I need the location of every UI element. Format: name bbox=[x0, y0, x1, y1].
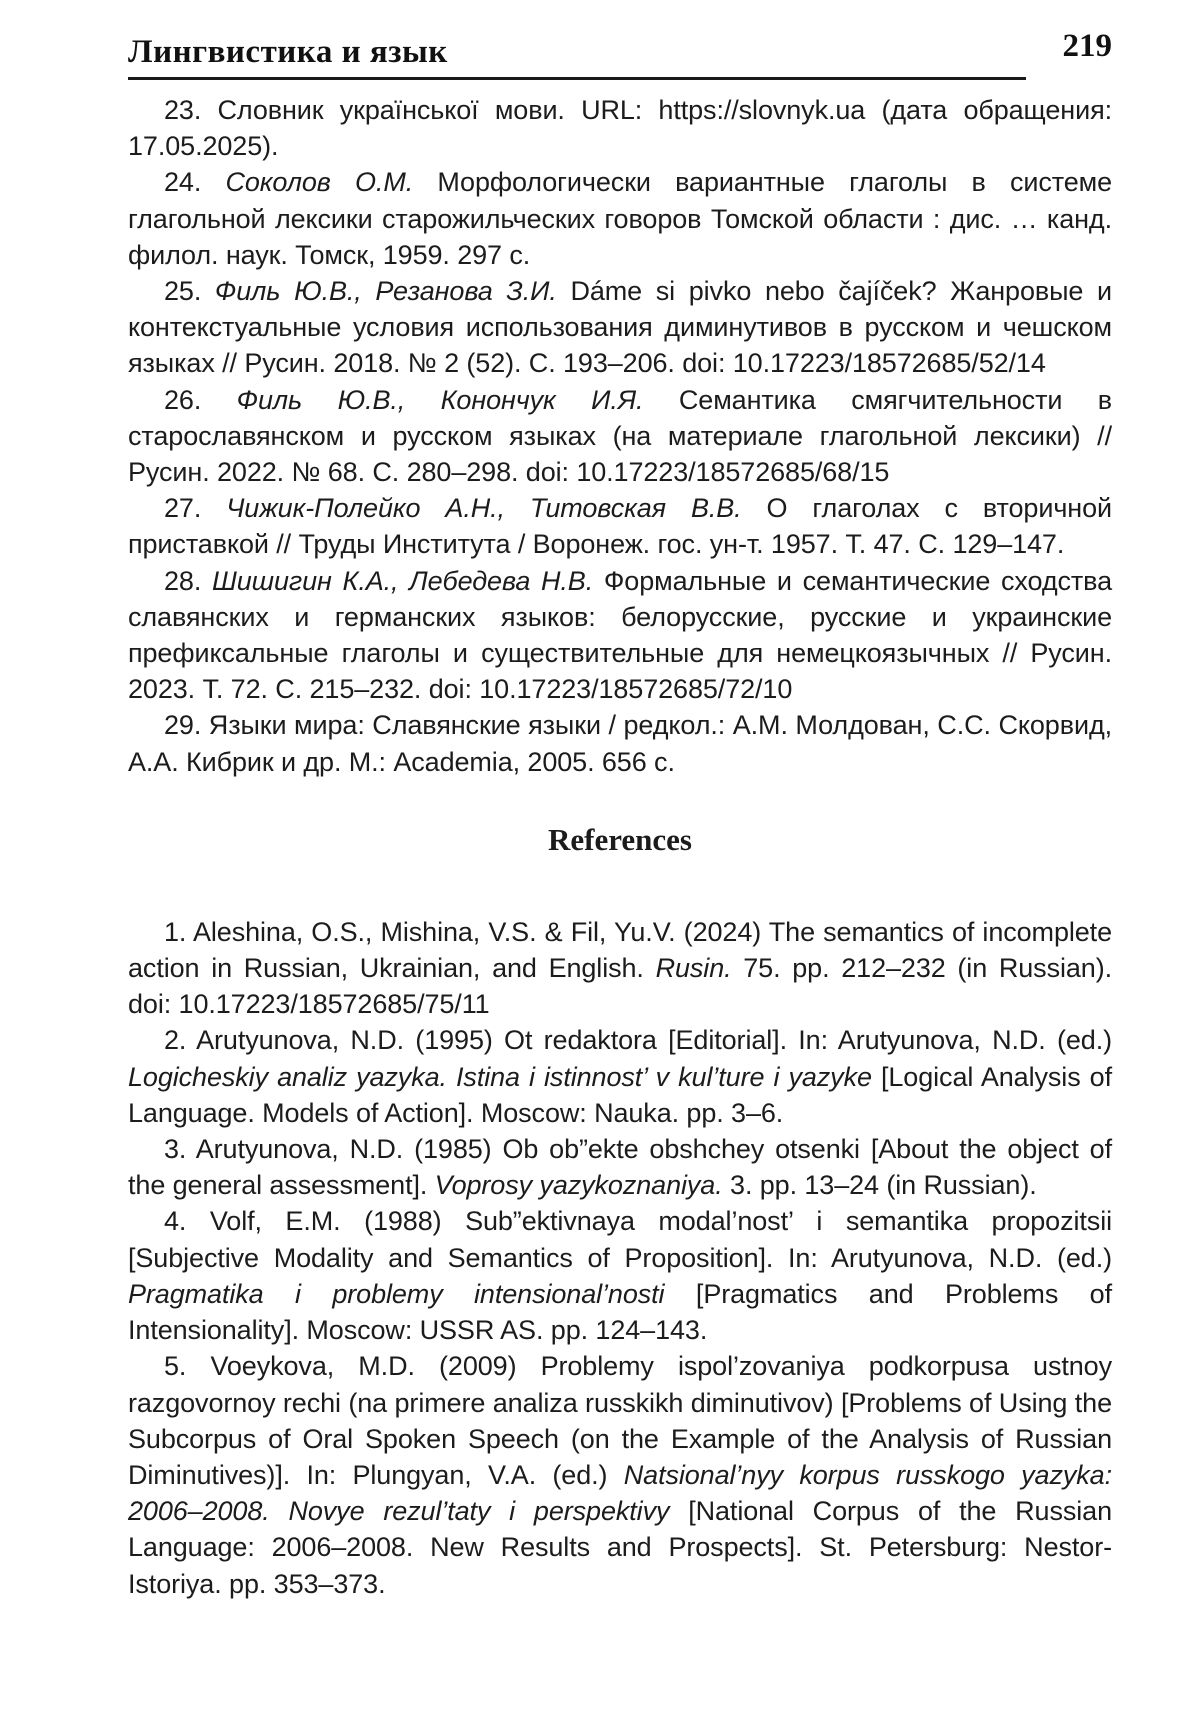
bibliography-entry: 26. Филь Ю.В., Конончук И.Я. Семантика смягчительности в старославянском и русском языках (на материале глагольной лексики) // Русин. 2022. № 68. С. 280–298. doi: 10.17223/18572685/68/15 bbox=[128, 384, 1112, 488]
references-heading: References bbox=[547, 821, 692, 857]
reference-entry: 4. Volf, E.M. (1988) Sub”ektivnaya modal’nost’ i semantika propozitsii [Subjective Modality and Semantics of Proposition]. In: Arutyunova, N.D. (ed.) Pragmatika i problemy intensional’nosti [Pragmatics and Problems of Intensionality]. Moscow: USSR AS. pp. 124–143. bbox=[128, 1206, 1112, 1346]
reference-entry: 1. Aleshina, O.S., Mishina, V.S. & Fil, Yu.V. (2024) The semantics of incomplete action in Russian, Ukrainian, and English. Rusin. 75. pp. 212–232 (in Russian). doi: 10.17223/18572685/75/11 bbox=[128, 916, 1112, 1020]
bibliography-entry: 28. Шишигин К.А., Лебедева Н.В. Формальные и семантические сходства славянских и германских языков: белорусские, русские и украинские префиксальные глаголы и существительные для немецкоязычных // Русин. 2023. Т. 72. С. 215–232. doi: 10.17223/18572685/72/10 bbox=[128, 565, 1113, 705]
reference-entry: 3. Arutyunova, N.D. (1985) Ob ob”ekte obshchey otsenki [About the object of the general assessment]. Voprosy yazykoznaniya. 3. pp. 13–24 (in Russian). bbox=[128, 1134, 1112, 1201]
bibliography-entry: 27. Чижик-Полейко А.Н., Титовская В.В. О глаголах с вторичной приставкой // Труды Института / Воронеж. гос. ун-т. 1957. Т. 47. С. 129–147. bbox=[128, 493, 1113, 560]
page-number: 219 bbox=[1062, 28, 1112, 64]
journal-section-title: Лингвистика и язык bbox=[128, 34, 448, 70]
page-content bbox=[128, 92, 1112, 1602]
running-head bbox=[128, 28, 1112, 82]
references-list bbox=[128, 914, 1112, 1602]
bibliography-list bbox=[128, 92, 1112, 780]
reference-entry: 2. Arutyunova, N.D. (1995) Ot redaktora [Editorial]. In: Arutyunova, N.D. (ed.) Logicheskiy analiz yazyka. Istina i istinnost’ v kul’ture i yazyke [Logical Analysis of Language. Models of Action]. Moscow: Nauka. pp. 3–6. bbox=[128, 1025, 1112, 1128]
header-rule bbox=[128, 77, 1026, 80]
bibliography-entry: 25. Филь Ю.В., Резанова З.И. Dáme si pivko nebo čajíček? Жанровые и контекстуальные условия использования диминутивов в русском и чешском языках // Русин. 2018. № 2 (52). С. 193–206. doi: 10.17223/18572685/52/14 bbox=[128, 276, 1112, 379]
bibliography-entry: 23. Словник української мови. URL: https://slovnyk.ua (дата обращения: 17.05.2025). bbox=[128, 95, 1112, 162]
bibliography-entry: 24. Соколов О.М. Морфологически вариантные глаголы в системе глагольной лексики старожильческих говоров Томской области : дис. … канд. филол. наук. Томск, 1959. 297 с. bbox=[128, 167, 1113, 270]
bibliography-entry: 29. Языки мира: Славянские языки / редкол.: А.М. Молдован, С.С. Скорвид, А.А. Кибрик и др. М.: Academia, 2005. 656 с. bbox=[128, 710, 1112, 777]
reference-entry: 5. Voeykova, M.D. (2009) Problemy ispol’zovaniya podkorpusa ustnoy razgovornoy rechi (na primere analiza russkikh diminutivov) [Problems of Using the Subcorpus of Oral Spoken Speech (on the Example of the Analysis of Russian Diminutives)]. In: Plungyan, V.A. (ed.) Natsional’nyy korpus russkogo yazyka: 2006–2008. Novye rezul’taty i perspektivy [National Corpus of the Russian Language: 2006–2008. New Results and Prospects]. St. Petersburg: Nestor-Istoriya. pp. 353–373. bbox=[128, 1351, 1112, 1599]
